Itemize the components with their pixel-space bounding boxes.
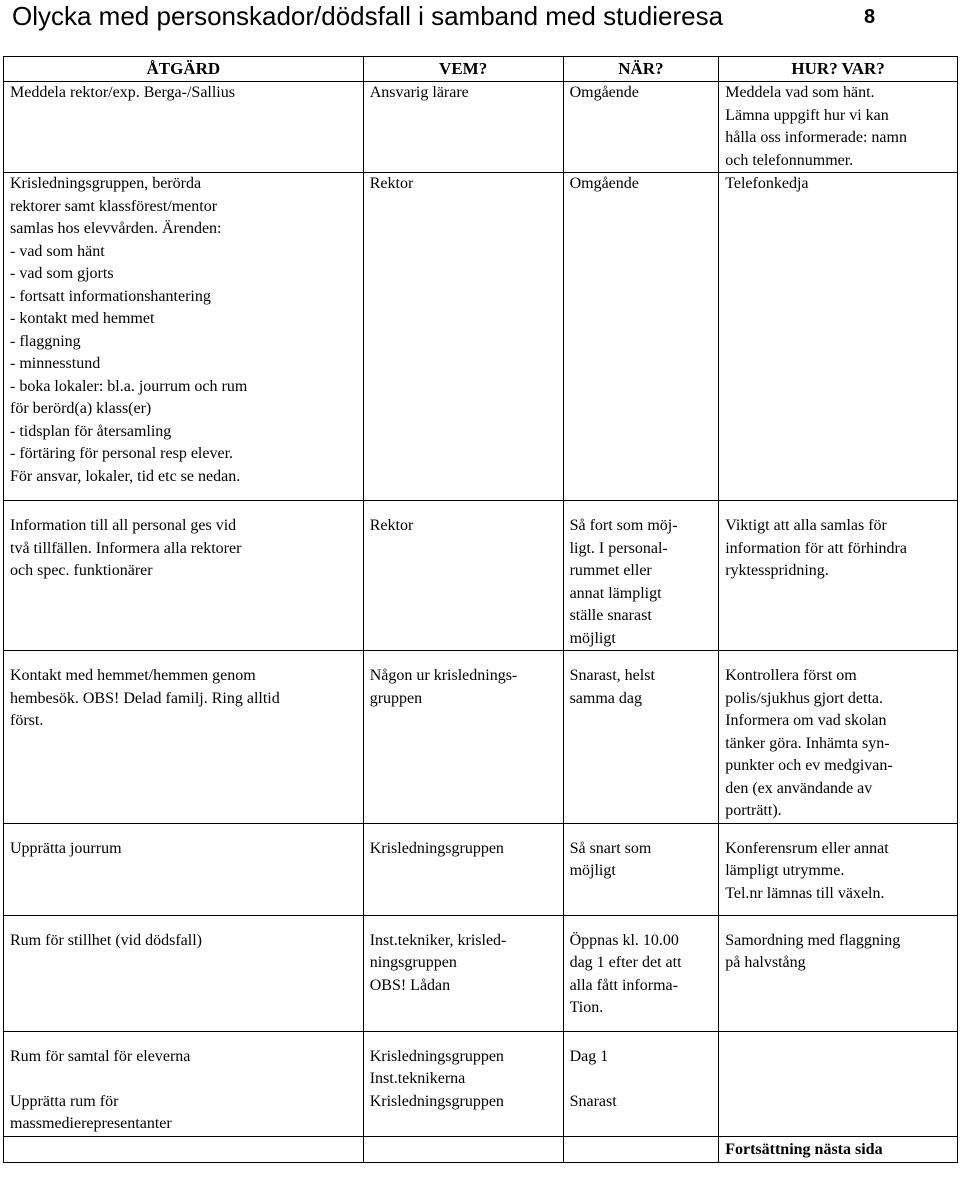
cell-line: Snarast [569, 1092, 617, 1110]
cell-vem [363, 82, 563, 173]
cell-line: Öppnas kl. 10.00 [569, 931, 679, 949]
cell-atgard [4, 915, 364, 1031]
cell-line: Krisledningsgruppen [369, 1047, 504, 1065]
cell-line: tänker göra. Inhämta syn- [725, 734, 890, 752]
cell-vem [363, 915, 563, 1031]
cell-line: Lämna uppgift hur vi kan [725, 106, 889, 124]
cell-line: Rektor [369, 175, 414, 192]
cell-line: Samordning med flaggning [725, 931, 901, 949]
cell-line: Inst.teknikerna [369, 1070, 466, 1087]
action-plan-table [3, 56, 958, 1163]
cell-vem [363, 823, 563, 915]
cell-line: - minnesstund [10, 355, 101, 372]
cell-line: punkter och ev medgivan- [725, 757, 893, 774]
cell-atgard [4, 82, 364, 173]
cell-line: lämpligt utrymme. [725, 862, 845, 879]
cell-line: Dag 1 [569, 1047, 609, 1065]
cell-line: samlas hos elevvården. Ärenden: [10, 220, 222, 237]
cell-nar [563, 1031, 719, 1136]
cell-nar [563, 1136, 719, 1162]
cell-line: Fortsättning nästa sida [725, 1140, 883, 1158]
cell-line: - tidsplan för återsamling [10, 422, 172, 440]
table-row [4, 1136, 958, 1162]
cell-hur [719, 915, 958, 1031]
cell-line: dag 1 efter det att [569, 954, 682, 971]
cell-line: Informera om vad skolan [725, 712, 887, 729]
cell-nar [563, 823, 719, 915]
cell-line: ligt. I personal- [569, 539, 668, 557]
page-number: 8 [864, 6, 876, 28]
cell-line: Kontrollera först om [725, 667, 857, 684]
cell-line: OBS! Lådan [369, 976, 451, 994]
cell-atgard [4, 823, 364, 915]
cell-line: först. [10, 712, 44, 729]
cell-line: Omgående [569, 84, 639, 101]
cell-line: och telefonnummer. [725, 151, 854, 169]
cell-line: gruppen [369, 689, 423, 707]
cell-vem [363, 501, 563, 651]
cell-line: Konferensrum eller annat [725, 839, 889, 857]
cell-line: Rektor [369, 517, 414, 534]
cell-nar [563, 173, 719, 501]
cell-line: information för att förhindra [725, 539, 907, 557]
cell-line: Ansvarig lärare [369, 84, 469, 101]
table-row [4, 1031, 958, 1136]
cell-atgard [4, 1031, 364, 1136]
table-row [4, 651, 958, 824]
cell-line: ställe snarast [569, 607, 652, 624]
table-row [4, 915, 958, 1031]
cell-line: ningsgruppen [369, 954, 457, 971]
cell-hur [719, 501, 958, 651]
header-hur-var: HUR? VAR? [719, 57, 958, 82]
table-row [4, 501, 958, 651]
cell-line: porträtt). [725, 802, 782, 819]
header-atgard: ÅTGÄRD [4, 57, 364, 82]
cell-hur [719, 1136, 958, 1162]
cell-atgard [4, 651, 364, 824]
cell-vem [363, 651, 563, 824]
page-title: Olycka med personskador/dödsfall i samband med studieresa [12, 1, 724, 31]
cell-line: möjligt [569, 862, 616, 879]
cell-line: polis/sjukhus gjort detta. [725, 689, 883, 707]
cell-line: Kontakt med hemmet/hemmen genom [10, 667, 256, 684]
cell-line: Krisledningsgruppen, berörda [10, 175, 202, 192]
cell-line: för berörd(a) klass(er) [10, 400, 152, 417]
cell-line: Rum för stillhet (vid dödsfall) [10, 931, 202, 949]
cell-nar [563, 501, 719, 651]
cell-line: samma dag [569, 689, 642, 707]
cell-vem [363, 173, 563, 501]
cell-line: - vad som gjorts [10, 265, 114, 282]
cell-line: Meddela rektor/exp. Berga-/Sallius [10, 84, 235, 101]
cell-line: Telefonkedja [725, 175, 809, 192]
cell-hur [719, 823, 958, 915]
cell-line: ryktesspridning. [725, 562, 829, 579]
cell-line [10, 1068, 357, 1091]
table-row [4, 82, 958, 173]
cell-line: Tion. [569, 999, 604, 1016]
header-nar: NÄR? [563, 57, 719, 82]
cell-line: - flaggning [10, 332, 81, 350]
cell-line: Så fort som möj- [569, 517, 678, 534]
cell-line: och spec. funktionärer [10, 562, 153, 579]
header-row [4, 57, 958, 82]
cell-line: Upprätta jourrum [10, 839, 122, 857]
cell-line: Rum för samtal för eleverna [10, 1047, 191, 1065]
cell-line: Information till all personal ges vid [10, 517, 237, 534]
cell-line: Tel.nr lämnas till växeln. [725, 884, 885, 902]
table-row [4, 823, 958, 915]
cell-line: annat lämpligt [569, 584, 662, 602]
cell-line: - förtäring för personal resp elever. [10, 445, 234, 462]
cell-vem [363, 1031, 563, 1136]
table-row [4, 173, 958, 501]
cell-line: Upprätta rum för [10, 1092, 119, 1110]
header-vem: VEM? [363, 57, 563, 82]
cell-line: - kontakt med hemmet [10, 310, 155, 327]
cell-line: den (ex användande av [725, 779, 873, 797]
cell-hur [719, 1031, 958, 1136]
cell-line: alla fått informa- [569, 976, 678, 994]
cell-line: Meddela vad som hänt. [725, 84, 875, 101]
cell-nar [563, 651, 719, 824]
cell-line: - vad som hänt [10, 242, 105, 260]
cell-hur [719, 82, 958, 173]
cell-nar [563, 82, 719, 173]
cell-line: Omgående [569, 175, 639, 192]
cell-line: Någon ur krislednings- [369, 667, 518, 684]
cell-line: rummet eller [569, 562, 652, 579]
cell-line: Så snart som [569, 839, 652, 857]
cell-line: hembesök. OBS! Delad familj. Ring alltid [10, 689, 280, 707]
cell-atgard [4, 501, 364, 651]
cell-line: massmedierepresentanter [10, 1115, 172, 1132]
cell-line: - boka lokaler: bl.a. jourrum och rum [10, 377, 248, 395]
cell-line: två tillfällen. Informera alla rektorer [10, 539, 242, 557]
cell-line: hålla oss informerade: namn [725, 129, 907, 146]
cell-line: Viktigt att alla samlas för [725, 517, 887, 534]
cell-line: Krisledningsgruppen [369, 1092, 504, 1110]
cell-vem [363, 1136, 563, 1162]
cell-line: rektorer samt klassförest/mentor [10, 197, 218, 215]
cell-line: på halvstång [725, 954, 806, 971]
cell-line: Krisledningsgruppen [369, 839, 504, 857]
cell-hur [719, 173, 958, 501]
cell-line: - fortsatt informationshantering [10, 287, 211, 305]
cell-line: Snarast, helst [569, 667, 655, 684]
cell-line: För ansvar, lokaler, tid etc se nedan. [10, 467, 241, 485]
cell-atgard [4, 1136, 364, 1162]
cell-hur [719, 651, 958, 824]
cell-nar [563, 915, 719, 1031]
cell-line: Inst.tekniker, krisled- [369, 931, 507, 949]
cell-line [570, 1068, 713, 1091]
cell-atgard [4, 173, 364, 501]
cell-line: möjligt [569, 629, 616, 647]
